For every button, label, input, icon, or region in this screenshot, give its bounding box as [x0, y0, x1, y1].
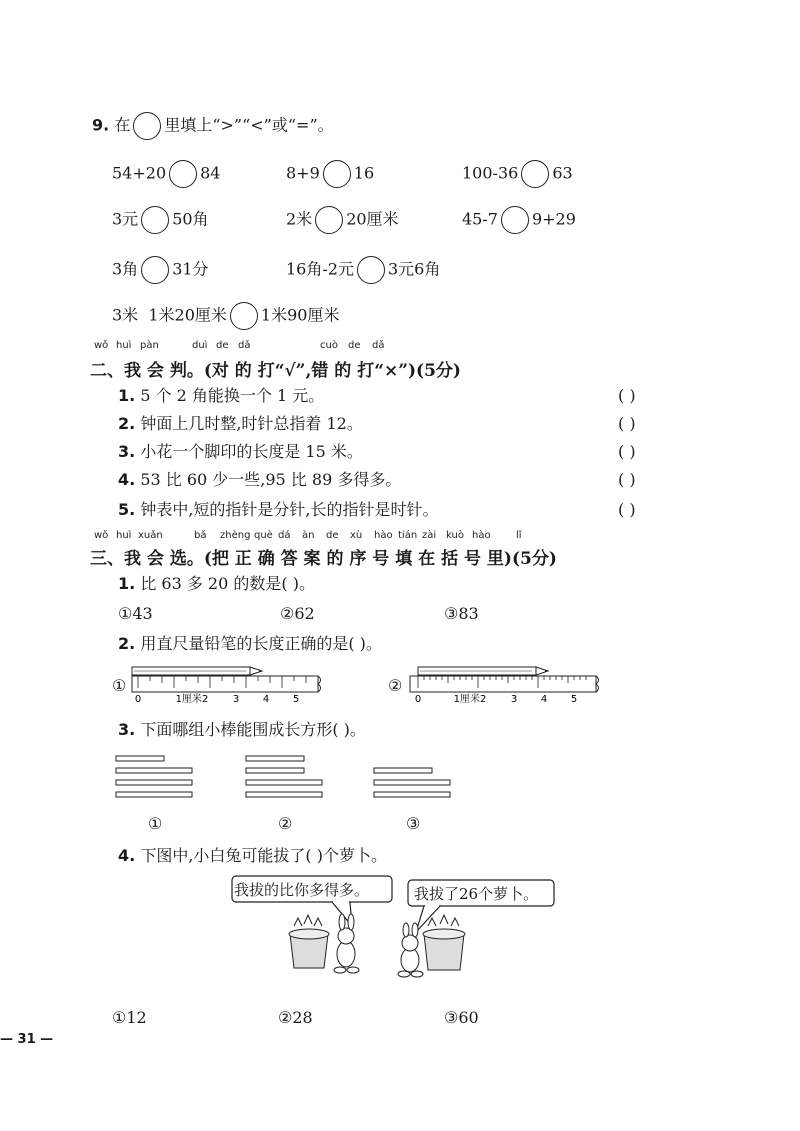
answer-circle[interactable]: [501, 206, 529, 234]
answer-circle[interactable]: [357, 256, 385, 284]
pinyin: de: [326, 530, 339, 541]
pinyin: kuò: [446, 530, 464, 541]
pinyin: dǎ: [238, 340, 251, 351]
page-number-dash: —: [0, 1032, 18, 1047]
answer-circle[interactable]: [169, 160, 197, 188]
answer-circle-example: [133, 112, 161, 140]
expr-right: 63: [552, 163, 573, 183]
ruler-label: 3: [232, 694, 240, 705]
pencil-icon: [418, 667, 548, 675]
q9-prompt: [92, 112, 334, 140]
sticks-group-3: [374, 768, 450, 797]
q3-option-3[interactable]: ③: [406, 814, 421, 833]
expr-left: 2米: [286, 209, 313, 229]
judge-item-5: 5. 钟表中,短的指针是分针,长的指针是时针。: [118, 500, 439, 519]
expr-right: 31分: [172, 259, 209, 279]
q3-option-1[interactable]: ①: [148, 814, 163, 833]
pinyin: wǒ: [94, 340, 109, 351]
answer-circle[interactable]: [230, 302, 258, 330]
section3-pinyin: [92, 530, 552, 542]
q1-option-2[interactable]: ②62: [280, 604, 315, 623]
ruler-label: 0: [414, 694, 422, 705]
pinyin: lǐ: [516, 530, 522, 541]
section2-pinyin: [92, 340, 412, 352]
q9-row-2-c: [462, 206, 576, 234]
choice-q2: 2. 用直尺量铅笔的长度正确的是( )。: [118, 634, 382, 653]
judge-answer-1[interactable]: ( ): [618, 386, 636, 405]
choice-q4: 4. 下图中,小白兔可能拔了( )个萝卜。: [118, 846, 387, 865]
q9-row-2-a: [112, 206, 209, 234]
ruler-label: 0: [134, 694, 142, 705]
basket-icon: [289, 915, 329, 968]
q2-option-1[interactable]: ①: [112, 676, 127, 695]
pinyin: hào: [472, 530, 491, 541]
page-number: [0, 1032, 53, 1047]
judge-item-2: 2. 钟面上几时整,时针总指着 12。: [118, 414, 363, 433]
page-number-dash: —: [35, 1032, 54, 1047]
pinyin: huì: [116, 530, 132, 541]
expr-left: 54+20: [112, 163, 167, 183]
expr-right: 1米90厘米: [260, 305, 340, 325]
q4-option-1[interactable]: ①12: [112, 1008, 147, 1027]
page-number-value: 31: [17, 1032, 36, 1047]
sticks-group-1: [116, 756, 192, 797]
ruler-label: 4: [540, 694, 548, 705]
q9-row-4: [112, 302, 339, 330]
pinyin: dǎ: [372, 340, 385, 351]
pinyin: duì: [192, 340, 208, 351]
judge-item-1: 1. 5 个 2 角能换一个 1 元。: [118, 386, 325, 405]
q4-option-2[interactable]: ②28: [278, 1008, 313, 1027]
q2-option-2[interactable]: ②: [388, 676, 403, 695]
answer-circle[interactable]: [323, 160, 351, 188]
expr-left: 8+9: [286, 163, 320, 183]
pinyin: àn: [302, 530, 315, 541]
q9-row-3-b: [286, 256, 440, 284]
sticks-group-2: [246, 756, 322, 797]
expr-left: 3元: [112, 209, 139, 229]
section3-title: 三、我 会 选。(把 正 确 答 案 的 序 号 填 在 括 号 里)(5分): [90, 549, 557, 569]
q9-prompt-a: 在: [114, 115, 131, 135]
q9-row-1-a: [112, 160, 220, 188]
q4-option-3[interactable]: ③60: [444, 1008, 479, 1027]
judge-item-3: 3. 小花一个脚印的长度是 15 米。: [118, 442, 363, 461]
judge-answer-4[interactable]: ( ): [618, 470, 636, 489]
pencil-icon: [132, 667, 262, 675]
expr-prefix: 3米: [112, 305, 139, 325]
ruler-1: [130, 664, 335, 708]
expr-left: 1米20厘米: [148, 305, 227, 325]
basket-icon: [423, 915, 465, 970]
q9-row-1-c: [462, 160, 573, 188]
pinyin: zài: [422, 530, 437, 541]
answer-circle[interactable]: [141, 256, 169, 284]
pinyin: de: [348, 340, 361, 351]
expr-right: 9+29: [531, 209, 576, 229]
ruler-label: 5: [570, 694, 578, 705]
q9-row-1-b: [286, 160, 374, 188]
q1-option-3[interactable]: ③83: [444, 604, 479, 623]
sticks-groups: [112, 752, 472, 804]
choice-q3: 3. 下面哪组小棒能围成长方形( )。: [118, 720, 366, 739]
ruler-2: [408, 664, 613, 708]
judge-answer-2[interactable]: ( ): [618, 414, 636, 433]
rabbit-icon: [398, 923, 423, 977]
judge-answer-5[interactable]: ( ): [618, 500, 636, 519]
bubble-left-text: 我拔的比你多得多。: [234, 881, 370, 899]
expr-right: 50角: [172, 209, 209, 229]
pinyin: de: [216, 340, 229, 351]
expr-left: 3角: [112, 259, 139, 279]
pinyin: cuò: [320, 340, 338, 351]
pinyin: què: [254, 530, 273, 541]
ruler-label: 5: [292, 694, 300, 705]
pinyin: wǒ: [94, 530, 109, 541]
answer-circle[interactable]: [141, 206, 169, 234]
pinyin: zhèng: [220, 530, 251, 541]
answer-circle[interactable]: [315, 206, 343, 234]
q1-option-1[interactable]: ①43: [118, 604, 153, 623]
section2-title: 二、我 会 判。(对 的 打“√”,错 的 打“×”)(5分): [90, 361, 461, 381]
expr-left: 45-7: [462, 209, 498, 229]
pinyin: bǎ: [194, 530, 207, 541]
ruler-body: [132, 676, 318, 692]
pinyin: pàn: [140, 340, 159, 351]
bubble-right-text: 我拔了26个萝卜。: [414, 885, 539, 903]
q9-row-3-a: [112, 256, 209, 284]
answer-circle[interactable]: [521, 160, 549, 188]
ruler-label: 1厘米2: [453, 694, 487, 705]
ruler-label: 4: [262, 694, 270, 705]
pinyin: dá: [278, 530, 291, 541]
q9-prompt-b: 里填上“>”“<”或“=”。: [164, 115, 334, 135]
pinyin: xù: [350, 530, 363, 541]
expr-right: 3元6角: [387, 259, 441, 279]
ruler-label: 1厘米2: [175, 694, 209, 705]
q9-number: 9.: [92, 115, 110, 135]
choice-q1: 1. 比 63 多 20 的数是( )。: [118, 574, 315, 593]
ruler-label: 3: [510, 694, 518, 705]
pinyin: huì: [116, 340, 132, 351]
q9-row-2-b: [286, 206, 399, 234]
pinyin: tián: [398, 530, 418, 541]
q3-option-2[interactable]: ②: [278, 814, 293, 833]
judge-answer-3[interactable]: ( ): [618, 442, 636, 461]
expr-right: 20厘米: [346, 209, 399, 229]
judge-item-4: 4. 53 比 60 少一些,95 比 89 多得多。: [118, 470, 402, 489]
rabbit-icon: [334, 914, 359, 973]
expr-right: 16: [353, 163, 375, 183]
pinyin: xuǎn: [138, 530, 163, 541]
expr-left: 16角-2元: [286, 259, 354, 279]
pinyin: hào: [374, 530, 393, 541]
expr-left: 100-36: [462, 163, 519, 183]
expr-right: 84: [200, 163, 221, 183]
